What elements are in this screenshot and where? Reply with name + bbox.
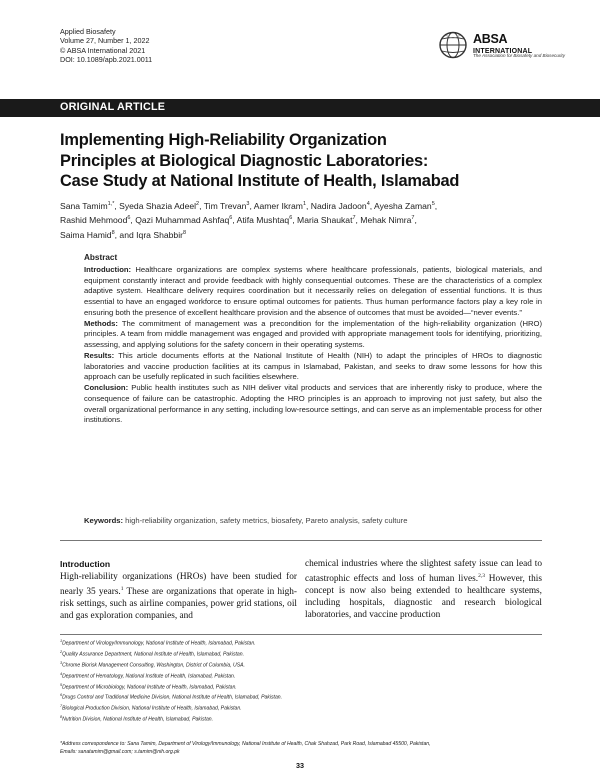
author-name: , Atifa Mushtaq — [232, 215, 290, 226]
author-name: , Mehak Nimra — [355, 215, 412, 226]
body-paragraph — [60, 571, 297, 622]
journal-volume: Volume 27, Number 1, 2022 — [60, 36, 150, 46]
abstract-text: The commitment of management was a precondition for the implementation of the high-reliability organization (HRO) principles. A team from middle management was engaged and provided with appropriate management tools for identifying, prioritizing, assessing, and applying solutions for the safety concern in their operating systems. — [84, 318, 542, 349]
correspondence-address: *Address correspondence to: Sana Tamim, Department of Virology/Immunology, National Institute of Health, Chak Shahzad, Park Road, Islamabad 45500, Pakistan, — [60, 741, 431, 747]
footnote-item — [60, 648, 282, 659]
body-text: However, this concept is now also being extended to healthcare systems, including hospitals, diagnostic and research biological laboratories, and vaccine production — [305, 574, 542, 621]
author-separator: , — [414, 215, 417, 226]
author-name: Sana Tamim — [60, 200, 108, 211]
footnote-item — [60, 702, 282, 713]
footnote-marker: 8 — [60, 715, 63, 720]
author-affiliation: 5 — [431, 201, 435, 207]
article-type-banner — [0, 99, 600, 117]
abstract-text: Healthcare organizations are complex systems where healthcare professionals, patients, biological materials, and equipment constantly interact and provide feedback with highly consequential outcomes. These are the characteristics of a complex adaptive system. Healthcare delivery requires coordination but it necessarily relies on delegation of essential functions. It is thus essential to have an engaged workforce to ensure optimal outcomes for patients. Thus human performance factors play a key role in ensuring both the presence of excellent healthcare provision and the absence of outcomes that must be avoided—“never events.” — [84, 264, 542, 317]
abstract-introduction — [84, 265, 542, 319]
author-affiliation: 4 — [366, 201, 370, 207]
footnote-text: Chrome Biorisk Management Consulting, Washington, District of Columbia, USA. — [62, 662, 245, 669]
title-line-1: Implementing High-Reliability Organization — [60, 131, 387, 149]
title-line-2: Principles at Biological Diagnostic Laboratories: — [60, 151, 429, 170]
correspondence-note — [60, 741, 542, 756]
author-affiliation: 7 — [411, 215, 415, 222]
author-name: Saima Hamid — [60, 229, 112, 240]
section-divider — [60, 540, 542, 541]
abstract-label: Methods: — [84, 318, 118, 328]
abstract-label: Introduction: — [84, 264, 132, 274]
author-name: , Nadira Jadoon — [306, 200, 367, 211]
citation-ref[interactable]: 2,3 — [478, 573, 485, 580]
body-text: These are organizations that operate in high-risk settings, such as airline companies, power grid stations, oil and gas exploration companies, and — [60, 587, 297, 622]
footnote-item — [60, 713, 282, 724]
body-column-right — [305, 558, 542, 622]
footnote-marker: 2 — [60, 649, 63, 654]
footnote-item — [60, 659, 282, 670]
footnote-text: Department of Hematology, National Institute of Health, Islamabad, Pakistan. — [62, 673, 236, 680]
author-name: , Aamer Ikram — [249, 200, 303, 211]
logo-wordmark-full: INTERNATIONAL — [473, 48, 533, 55]
author-affiliation: 6 — [127, 215, 131, 222]
absa-logo — [437, 31, 566, 61]
author-separator: , — [434, 200, 438, 211]
footnote-item — [60, 681, 282, 692]
author-name: , Maria Shaukat — [292, 215, 353, 226]
title-line-3: Case Study at National Institute of Health, Islamabad — [60, 172, 460, 190]
author-affiliation: 1,* — [107, 201, 115, 207]
correspondence-emails[interactable]: Emails: sanatamim@gmail.com; s.tamim@nih.org.pk — [60, 748, 180, 755]
keywords — [84, 516, 542, 525]
author-affiliation: 7 — [352, 215, 356, 222]
article-title — [60, 130, 540, 192]
footnote-text: Nutrition Division, National Institute of Health, Islamabad, Pakistan. — [62, 716, 214, 723]
body-text: High-reliability organizations (HROs) have been studied for nearly 35 years. — [60, 572, 297, 598]
author-name: , Syeda Shazia Adeel — [114, 200, 197, 211]
keywords-value: high-reliability organization, safety metrics, biosafety, Pareto analysis, safety culture — [123, 516, 408, 525]
keywords-label: Keywords: — [84, 516, 124, 525]
abstract-heading: Abstract — [84, 253, 118, 262]
page-number: 33 — [296, 761, 304, 770]
footnote-marker: 4 — [60, 671, 63, 676]
abstract-conclusion — [84, 383, 542, 426]
body-paragraph — [305, 558, 542, 622]
author-affiliation: 6 — [229, 215, 233, 222]
author-list — [60, 198, 550, 241]
article-type-label: ORIGINAL ARTICLE — [60, 101, 166, 113]
logo-wordmark-abbr: ABSA — [473, 32, 508, 46]
journal-name: Applied Biosafety — [60, 27, 116, 36]
abstract-results — [84, 351, 542, 383]
abstract-label: Conclusion: — [84, 383, 129, 392]
author-name: , Tim Trevan — [199, 200, 247, 211]
footnote-marker: 5 — [60, 682, 63, 687]
body-text: chemical industries where the slightest safety issue can lead to catastrophic effects and loss of human lives. — [305, 559, 542, 585]
footnote-marker: 1 — [60, 639, 63, 643]
logo-tagline: The Association for Biosafety and Biosecurity — [473, 53, 566, 58]
author-affiliation: 2 — [196, 201, 200, 207]
footnote-divider — [60, 634, 542, 635]
body-column-left — [60, 558, 297, 623]
section-heading: Introduction — [60, 559, 111, 569]
footnote-marker: 7 — [60, 704, 63, 709]
footnote-text: Quality Assurance Department, National Institute of Health, Islamabad, Pakistan. — [62, 651, 244, 658]
author-line-1 — [60, 198, 550, 212]
globe-icon — [437, 31, 469, 59]
doi-link[interactable]: DOI: 10.1089/apb.2021.0011 — [60, 55, 153, 65]
citation-ref[interactable]: 1 — [120, 586, 124, 593]
abstract-methods — [84, 319, 542, 351]
author-name: , and Iqra Shabbir — [114, 229, 183, 240]
abstract-text: Public health institutes such as NIH deliver vital products and services that are inherently risky to produce, where the consequence of failure can be catastrophic. Adopting the HRO principles is an approach to improving not just safety, but also the overall organizational performance in any setting, including low-resource settings, and can serve as an implementable process for other institutions. — [84, 383, 542, 425]
author-affiliation: 6 — [289, 215, 293, 222]
abstract-text: This article documents efforts at the National Institute of Health (NIH) to adapt the principles of HROs to diagnostic laboratories and vaccine production facilities at its campus in Islamabad, Pakistan, and seeks to draw some lessons for how this approach can be usefully replicated in such facilities elsewhere. — [84, 350, 542, 382]
affiliation-footnotes — [60, 637, 282, 724]
author-name: , Qazi Muhammad Ashfaq — [130, 215, 230, 226]
footnote-item — [60, 670, 282, 681]
footnote-text: Biological Production Division, National Institute of Health, Islamabad, Pakistan. — [62, 706, 242, 713]
author-affiliation: 3 — [246, 201, 250, 207]
author-affiliation: 1 — [302, 201, 306, 207]
footnote-marker: 6 — [60, 693, 63, 698]
journal-meta — [60, 27, 152, 65]
author-name: , Ayesha Zaman — [369, 200, 432, 211]
abstract-label: Results: — [84, 350, 115, 360]
author-line-2 — [60, 212, 550, 226]
author-affiliation: 8 — [182, 229, 187, 236]
author-affiliation: 8 — [111, 229, 115, 236]
abstract — [84, 253, 542, 426]
author-line-3 — [60, 227, 550, 241]
footnote-marker: 3 — [60, 660, 63, 665]
footnote-text: Department of Virology/Immunology, National Institute of Health, Islamabad, Pakistan. — [62, 640, 256, 647]
footnote-text: Department of Microbiology, National Institute of Health, Islamabad, Pakistan. — [62, 684, 237, 691]
author-name: Rashid Mehmood — [60, 215, 128, 226]
footnote-text: Drugs Control and Traditional Medicine Division, National Institute of Health, Islamabad, Pakistan. — [62, 695, 283, 702]
copyright-line: © ABSA International 2021 — [60, 45, 146, 55]
footnote-item — [60, 637, 282, 648]
footnote-item — [60, 691, 282, 702]
